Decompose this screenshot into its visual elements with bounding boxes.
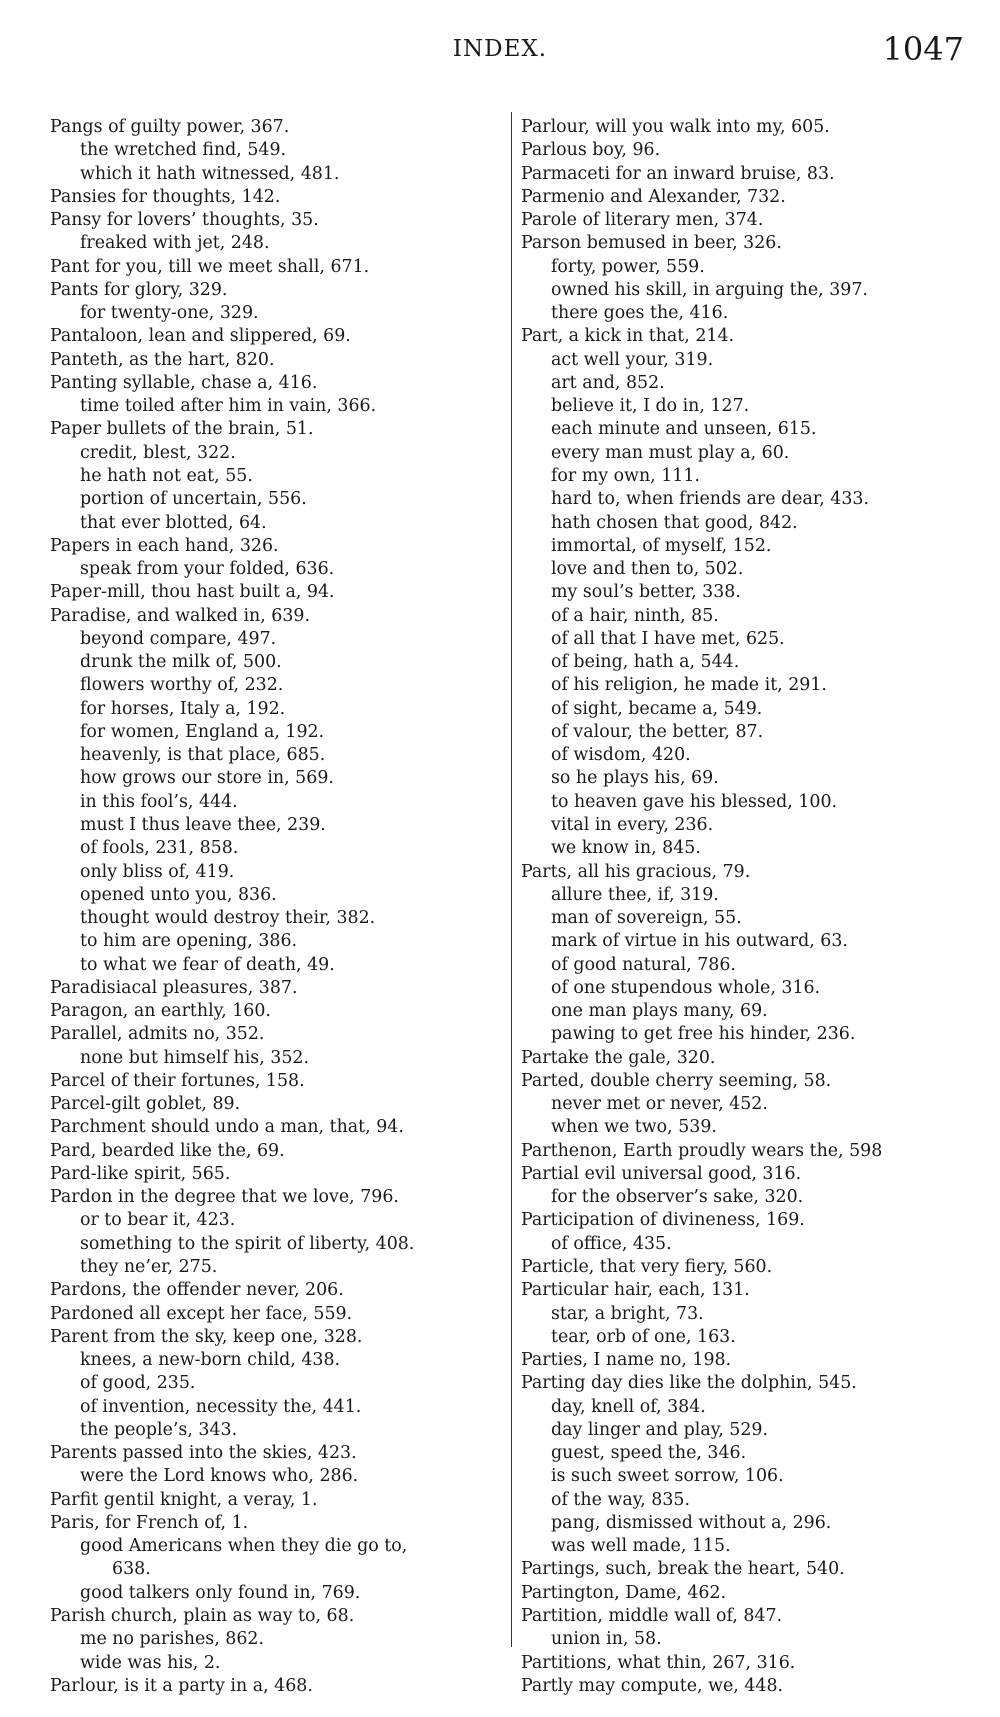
index-entry: Parted, double cherry seeming, 58.	[521, 1070, 832, 1091]
index-subentry: good talkers only found in, 769.	[80, 1582, 361, 1603]
index-entry: Participation of divineness, 169.	[521, 1210, 805, 1231]
index-subentry: freaked with jet, 248.	[80, 233, 270, 254]
index-subentry: for my own, 111.	[551, 465, 700, 486]
running-header-title: INDEX.	[452, 36, 548, 62]
index-entry: Parson bemused in beer, 326.	[521, 233, 782, 254]
index-entry: Paradisiacal pleasures, 387.	[50, 977, 298, 998]
index-subentry: art and, 852.	[551, 372, 665, 393]
index-entry: Partly may compute, we, 448.	[521, 1675, 784, 1696]
index-entry: Pangs of guilty power, 367.	[50, 117, 290, 137]
index-entry: Partake the gale, 320.	[521, 1047, 716, 1068]
index-subentry: thought would destroy their, 382.	[80, 908, 376, 929]
index-entry: Pardoned all except her face, 559.	[50, 1303, 353, 1324]
index-entry: Parcel-gilt goblet, 89.	[50, 1094, 241, 1115]
index-entry: Parlour, will you walk into my, 605.	[521, 117, 830, 137]
index-subentry: of a hair, ninth, 85.	[551, 605, 719, 626]
index-subentry: opened unto you, 836.	[80, 884, 277, 905]
index-subentry: owned his skill, in arguing the, 397.	[551, 279, 868, 300]
index-subentry: day linger and play, 529.	[551, 1419, 769, 1440]
index-subentry: of invention, necessity the, 441.	[80, 1396, 362, 1417]
index-column-right	[521, 116, 991, 1698]
index-subentry: to heaven gave his blessed, 100.	[551, 791, 838, 812]
index-entry: Panteth, as the hart, 820.	[50, 349, 275, 370]
index-entry: Parents passed into the skies, 423.	[50, 1443, 357, 1464]
index-subentry: my soul’s better, 338.	[551, 582, 741, 603]
index-subentry: of fools, 231, 858.	[80, 838, 239, 859]
index-subentry: each minute and unseen, 615.	[551, 419, 817, 440]
index-subentry: for the observer’s sake, 320.	[551, 1187, 804, 1208]
index-entry: Pardon in the degree that we love, 796.	[50, 1187, 399, 1208]
index-subentry: one man plays many, 69.	[551, 1001, 768, 1022]
index-entry: Parent from the sky, keep one, 328.	[50, 1326, 363, 1347]
index-entry: Paper-mill, thou hast built a, 94.	[50, 582, 335, 603]
index-subentry: star, a bright, 73.	[551, 1303, 704, 1324]
index-subentry: immortal, of myself, 152.	[551, 535, 772, 556]
index-subentry: act well your, 319.	[551, 349, 714, 370]
index-subentry: love and then to, 502.	[551, 559, 744, 580]
index-subentry: never met or never, 452.	[551, 1094, 768, 1115]
index-entry: Parmaceti for an inward bruise, 83.	[521, 163, 835, 184]
index-entry: Panting syllable, chase a, 416.	[50, 372, 318, 393]
index-subentry: time toiled after him in vain, 366.	[80, 396, 377, 417]
index-entry: Pantaloon, lean and slippered, 69.	[50, 326, 351, 347]
index-entry: Pard-like spirit, 565.	[50, 1163, 231, 1184]
index-entry: Parole of literary men, 374.	[521, 210, 764, 231]
index-subentry: which it hath witnessed, 481.	[80, 163, 340, 184]
index-subentry: were the Lord knows who, 286.	[80, 1466, 359, 1487]
index-subentry: must I thus leave thee, 239.	[80, 814, 326, 835]
index-entry: Parallel, admits no, 352.	[50, 1024, 265, 1045]
index-subentry: 638.	[112, 1559, 151, 1580]
index-subentry: day, knell of, 384.	[551, 1396, 706, 1417]
index-entry: Parmenio and Alexander, 732.	[521, 186, 786, 207]
index-subentry: every man must play a, 60.	[551, 442, 790, 463]
index-subentry: guest, speed the, 346.	[551, 1443, 747, 1464]
index-subentry: of valour, the better, 87.	[551, 721, 764, 742]
index-subentry: or to bear it, 423.	[80, 1210, 236, 1231]
index-entry: Paper bullets of the brain, 51.	[50, 419, 314, 440]
index-subentry: knees, a new-born child, 438.	[80, 1350, 341, 1371]
index-entry: Parties, I name no, 198.	[521, 1350, 732, 1371]
index-subentry: something to the spirit of liberty, 408.	[80, 1233, 415, 1254]
index-subentry: none but himself his, 352.	[80, 1047, 309, 1068]
index-subentry: speak from your folded, 636.	[80, 559, 335, 580]
index-entry: Partial evil universal good, 316.	[521, 1163, 802, 1184]
index-entry: Partition, middle wall of, 847.	[521, 1606, 783, 1626]
index-entry: Parting day dies like the dolphin, 545.	[521, 1373, 857, 1394]
index-entry: Pansies for thoughts, 142.	[50, 186, 281, 207]
index-entry: Pard, bearded like the, 69.	[50, 1140, 285, 1161]
index-entry: Parlous boy, 96.	[521, 140, 661, 161]
index-subentry: man of sovereign, 55.	[551, 908, 742, 929]
index-subentry: when we two, 539.	[551, 1117, 717, 1138]
index-subentry: in this fool’s, 444.	[80, 791, 238, 812]
index-subentry: of the way, 835.	[551, 1489, 690, 1510]
index-subentry: believe it, I do in, 127.	[551, 396, 750, 417]
index-subentry: only bliss of, 419.	[80, 861, 235, 882]
index-subentry: hath chosen that good, 842.	[551, 512, 798, 533]
index-entry: Pants for glory, 329.	[50, 279, 228, 300]
index-subentry: vital in every, 236.	[551, 814, 714, 835]
index-subentry: of office, 435.	[551, 1233, 672, 1254]
index-entry: Parchment should undo a man, that, 94.	[50, 1117, 404, 1138]
index-subentry: tear, orb of one, 163.	[551, 1326, 736, 1347]
index-subentry: of his religion, he made it, 291.	[551, 675, 827, 696]
index-subentry: they ne’er, 275.	[80, 1257, 218, 1278]
index-subentry: of being, hath a, 544.	[551, 652, 740, 673]
index-subentry: to what we fear of death, 49.	[80, 954, 335, 975]
index-subentry: of one stupendous whole, 316.	[551, 977, 821, 998]
index-subentry: beyond compare, 497.	[80, 628, 277, 649]
index-entry: Particular hair, each, 131.	[521, 1280, 750, 1301]
index-entry: Parcel of their fortunes, 158.	[50, 1070, 305, 1091]
index-subentry: to him are opening, 386.	[80, 931, 298, 952]
index-subentry: wide was his, 2.	[80, 1652, 221, 1673]
index-subentry: portion of uncertain, 556.	[80, 489, 307, 510]
index-subentry: heavenly, is that place, 685.	[80, 745, 326, 766]
index-subentry: how grows our store in, 569.	[80, 768, 334, 789]
index-subentry: of wisdom, 420.	[551, 745, 691, 766]
index-subentry: drunk the milk of, 500.	[80, 652, 282, 673]
index-subentry: of good natural, 786.	[551, 954, 736, 975]
index-subentry: is such sweet sorrow, 106.	[551, 1466, 784, 1487]
index-entry: Part, a kick in that, 214.	[521, 326, 735, 347]
index-entry: Paragon, an earthly, 160.	[50, 1001, 271, 1022]
index-subentry: union in, 58.	[551, 1629, 662, 1650]
index-subentry: there goes the, 416.	[551, 303, 729, 324]
index-subentry: was well made, 115.	[551, 1536, 731, 1557]
index-subentry: forty, power, 559.	[551, 256, 705, 277]
index-subentry: for horses, Italy a, 192.	[80, 698, 286, 719]
index-entry: Paradise, and walked in, 639.	[50, 605, 311, 626]
index-entry: Pansy for lovers’ thoughts, 35.	[50, 210, 319, 231]
index-entry: Parish church, plain as way to, 68.	[50, 1606, 355, 1626]
index-entry: Partington, Dame, 462.	[521, 1582, 727, 1603]
index-entry: Parfit gentil knight, a veray, 1.	[50, 1489, 318, 1510]
index-subentry: credit, blest, 322.	[80, 442, 236, 463]
index-subentry: good Americans when they die go to,	[80, 1536, 408, 1557]
index-entry: Parthenon, Earth proudly wears the, 598	[521, 1140, 883, 1161]
index-subentry: the wretched find, 549.	[80, 140, 287, 161]
index-subentry: that ever blotted, 64.	[80, 512, 267, 533]
index-entry: Pant for you, till we meet shall, 671.	[50, 256, 370, 277]
index-subentry: flowers worthy of, 232.	[80, 675, 284, 696]
index-subentry: of good, 235.	[80, 1373, 196, 1394]
index-subentry: so he plays his, 69.	[551, 768, 719, 789]
index-subentry: allure thee, if, 319.	[551, 884, 719, 905]
index-entry: Partings, such, break the heart, 540.	[521, 1559, 845, 1580]
column-divider	[511, 112, 512, 1647]
index-subentry: we know in, 845.	[551, 838, 701, 859]
index-entry: Partitions, what thin, 267, 316.	[521, 1652, 796, 1673]
index-entry: Papers in each hand, 326.	[50, 535, 279, 556]
index-entry: Parts, all his gracious, 79.	[521, 861, 751, 882]
index-subentry: pang, dismissed without a, 296.	[551, 1512, 832, 1533]
index-subentry: mark of virtue in his outward, 63.	[551, 931, 848, 952]
index-entry: Paris, for French of, 1.	[50, 1512, 249, 1533]
index-subentry: of all that I have met, 625.	[551, 628, 785, 649]
page-number: 1047	[882, 30, 964, 68]
index-subentry: the people’s, 343.	[80, 1419, 238, 1440]
index-entry: Pardons, the offender never, 206.	[50, 1280, 344, 1301]
index-column-left	[50, 116, 520, 1698]
index-entry: Parlour, is it a party in a, 468.	[50, 1675, 313, 1696]
index-subentry: me no parishes, 862.	[80, 1629, 265, 1650]
index-subentry: he hath not eat, 55.	[80, 465, 253, 486]
index-subentry: pawing to get free his hinder, 236.	[551, 1024, 856, 1045]
index-subentry: for twenty-one, 329.	[80, 303, 259, 324]
index-entry: Particle, that very fiery, 560.	[521, 1257, 773, 1278]
index-subentry: of sight, became a, 549.	[551, 698, 763, 719]
index-subentry: for women, England a, 192.	[80, 721, 325, 742]
index-subentry: hard to, when friends are dear, 433.	[551, 489, 870, 510]
